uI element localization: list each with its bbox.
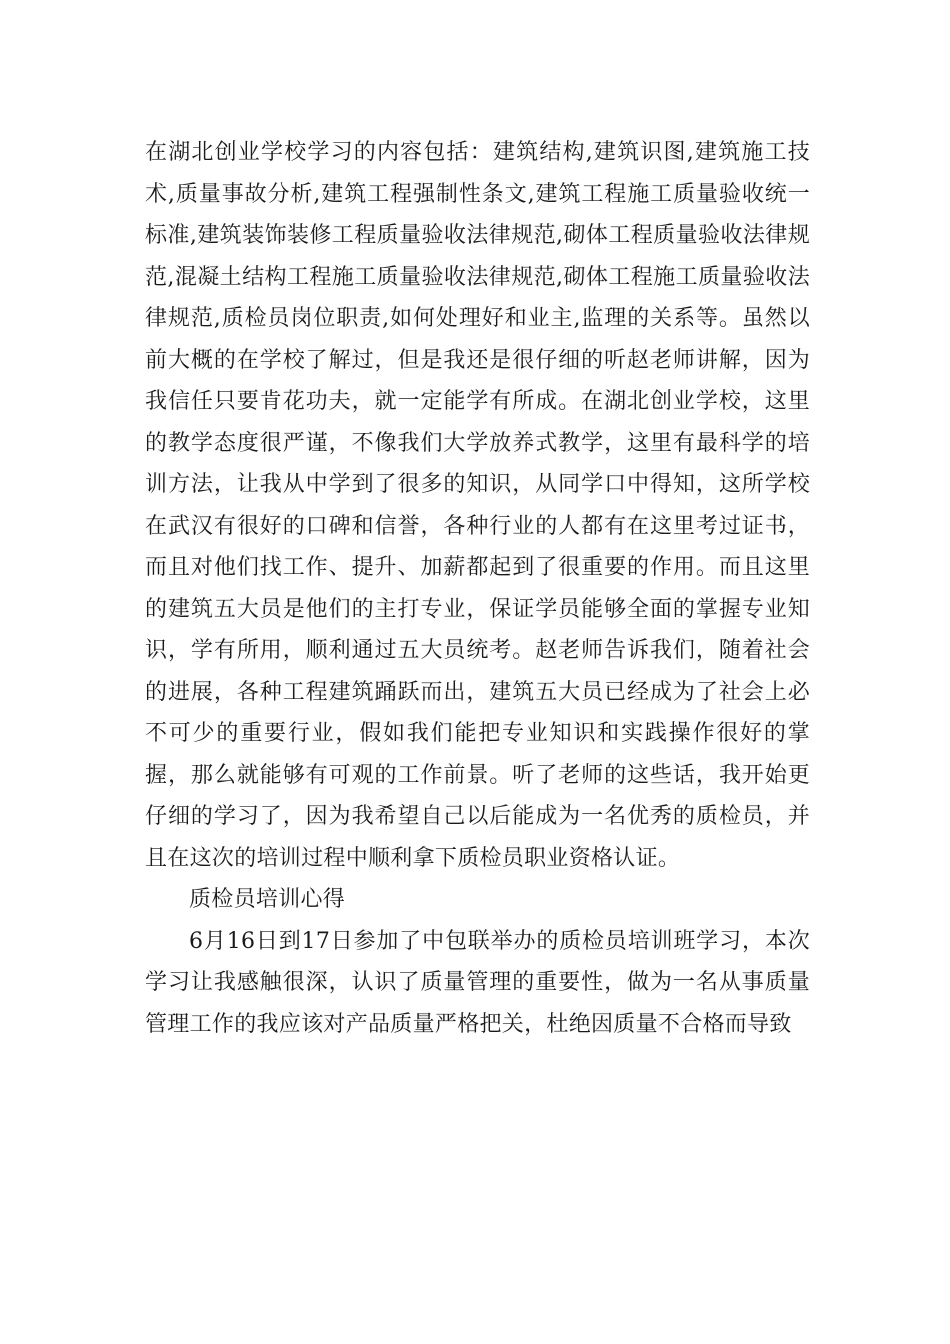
- paragraph-training-content: 在湖北创业学校学习的内容包括：建筑结构,建筑识图,建筑施工技术,质量事故分析,建筑工程强制性条文,建筑工程施工质量验收统一标准,建筑装饰装修工程质量验收法律规范,砌体工程质量验收法律规范,混凝土结构工程施工质量验收法律规范,砌体工程施工质量验收法律规范,质检员岗位职责,如何处理好和业主,监理的关系等。虽然以前大概的在学校了解过，但是我还是很仔细的听赵老师讲解，因为我信任只要肯花功夫，就一定能学有所成。在湖北创业学校，这里的教学态度很严谨，不像我们大学放养式教学，这里有最科学的培训方法，让我从中学到了很多的知识，从同学口中得知，这所学校在武汉有很好的口碑和信誉，各种行业的人都有在这里考过证书，而且对他们找工作、提升、加薪都起到了很重要的作用。而且这里的建筑五大员是他们的主打专业，保证学员能够全面的掌握专业知识，学有所用，顺利通过五大员统考。赵老师告诉我们，随着社会的进展，各种工程建筑踊跃而出，建筑五大员已经成为了社会上必不可少的重要行业，假如我们能把专业知识和实践操作很好的掌握，那么就能够有可观的工作前景。听了老师的这些话，我开始更仔细的学习了，因为我希望自己以后能成为一名优秀的质检员，并且在这次的培训过程中顺利拿下质检员职业资格认证。: [145, 140, 810, 871]
- section-heading: 质检员培训心得: [189, 887, 346, 912]
- document-body: [145, 132, 810, 1045]
- paragraph-training-experience: 6月16日到17日参加了中包联举办的质检员培训班学习，本次学习让我感触很深，认识了质量管理的重要性，做为一名从事质量管理工作的我应该对产品质量严格把关，杜绝因质量不合格而导致: [145, 928, 810, 1037]
